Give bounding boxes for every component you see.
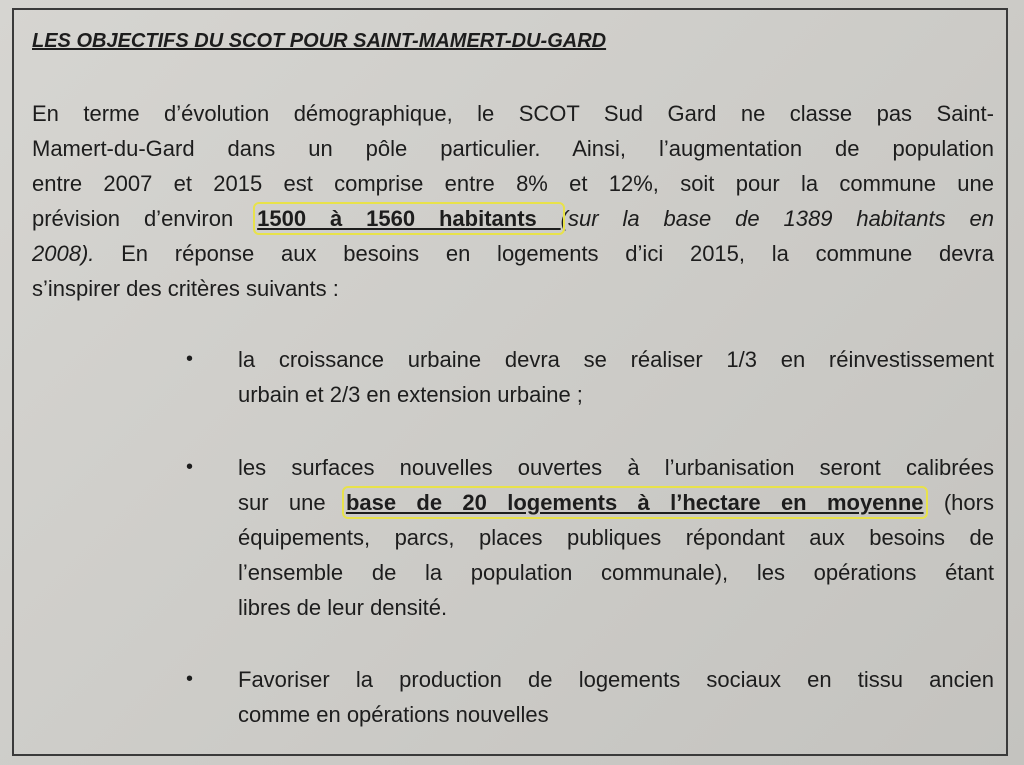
paragraph-text: En réponse aux besoins en logements d’ici 2015, la commune devra (94, 241, 994, 266)
bullet-icon: • (186, 456, 194, 478)
bullet-icon: • (186, 668, 194, 690)
list-item-line: la croissance urbaine devra se réaliser 1/3 en réinvestissement (238, 347, 994, 372)
paragraph-italic-note: (sur la base de 1389 habitants en (560, 206, 995, 231)
paragraph-text: prévision d’environ (32, 206, 258, 231)
list-item-line: équipements, parcs, places publiques répondant aux besoins de (238, 525, 994, 550)
paragraph-line (32, 201, 994, 236)
list-item-line: les surfaces nouvelles ouvertes à l’urbanisation seront calibrées (238, 455, 994, 480)
highlighted-density-target: base de 20 logements à l’hectare en moyenne (345, 490, 924, 515)
paragraph-line: s’inspirer des critères suivants : (32, 276, 339, 301)
paragraph-italic-note: 2008). (32, 241, 95, 266)
paragraph-line: Mamert-du-Gard dans un pôle particulier. Ainsi, l’augmentation de population (32, 136, 994, 161)
list-item-text: (hors (923, 490, 994, 515)
section-title: LES OBJECTIFS DU SCOT POUR SAINT-MAMERT-DU-GARD (32, 30, 607, 52)
list-item-line: l’ensemble de la population communale), les opérations étant (238, 560, 994, 585)
list-item (186, 450, 994, 660)
list-item-line: comme en opérations nouvelles (238, 702, 549, 727)
intro-paragraph (32, 96, 994, 306)
list-item-body (186, 450, 994, 625)
list-item-line: libres de leur densité. (238, 595, 448, 620)
highlighted-population-estimate: 1500 à 1560 habitants (257, 206, 561, 231)
list-item-text: sur une (238, 490, 346, 515)
bullet-icon: • (186, 348, 194, 370)
list-item (186, 662, 994, 765)
list-item-line: Favoriser la production de logements sociaux en tissu ancien (238, 667, 994, 692)
list-item-body (186, 662, 994, 732)
list-item-line (238, 485, 994, 520)
list-item-body (186, 342, 994, 412)
list-item-line: urbain et 2/3 en extension urbaine ; (238, 382, 583, 407)
list-item (186, 342, 994, 447)
paragraph-line (32, 236, 994, 271)
paragraph-line: entre 2007 et 2015 est comprise entre 8% et 12%, soit pour la commune une (32, 171, 994, 196)
paragraph-line: En terme d’évolution démographique, le SCOT Sud Gard ne classe pas Saint- (32, 101, 994, 126)
